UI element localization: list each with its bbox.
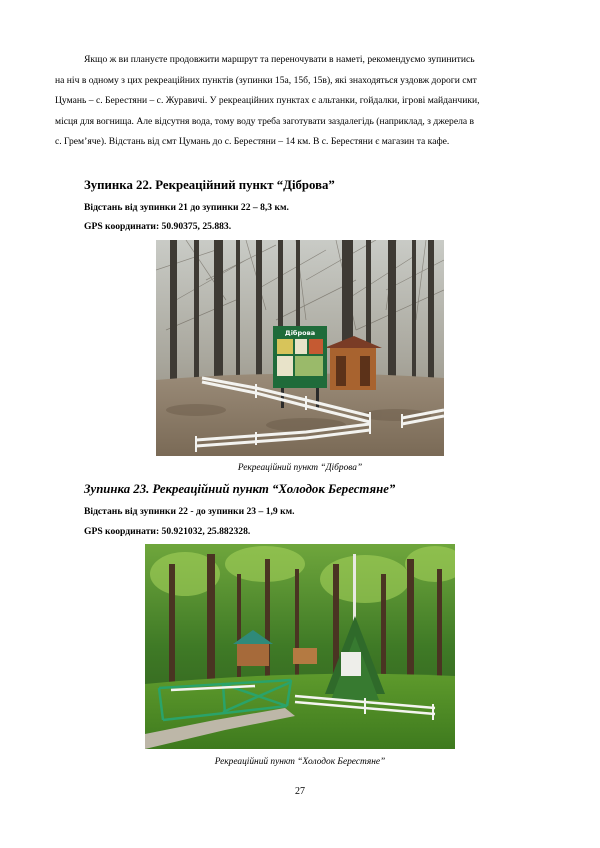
stop23-photo [145,544,455,749]
stop23-heading: Зупинка 23. Рекреаційний пункт “Холодок Берестяне” [84,482,396,496]
stop22-heading: Зупинка 22. Рекреаційний пункт “Діброва” [84,178,335,192]
stop22-photo [156,240,444,456]
stop22-distance: Відстань від зупинки 21 до зупинки 22 – 8,3 км. [84,202,289,213]
intro-line: місця для вогнища. Але відсутня вода, тому воду треба заготувати заздалегідь (наприклад, з джерела в [55,115,475,127]
intro-line: Цумань – с. Берестяни – с. Журавичі. У рекреаційних пунктах є альтанки, гойдалки, ігрові майданчики, [55,95,480,106]
stop23-caption: Рекреаційний пункт “Холодок Берестяне” [214,757,386,767]
page-number: 27 [295,786,305,797]
intro-line: на ніч в одному з цих рекреаційних пунктів (зупинки 15а, 15б, 15в), які знаходяться уздовж дороги смт [55,74,477,86]
stop23-gps: GPS координати: 50.921032, 25.882328. [84,526,251,537]
stop22-caption: Рекреаційний пункт “Діброва” [237,463,363,473]
intro-line: с. Грем’яче). Відстань від смт Цумань до с. Берестяни – 14 км. В с. Берестяни є магазин та кафе. [55,136,450,147]
intro-line: Якщо ж ви плануєте продовжити маршрут та переночувати в наметі, рекомендуємо зупинитись [84,54,475,65]
intro-paragraph [55,50,545,153]
stop23-distance: Відстань від зупинки 22 - до зупинки 23 – 1,9 км. [84,506,295,517]
stop22-gps: GPS координати: 50.90375, 25.883. [84,221,232,232]
sign-title: Діброва [284,329,316,337]
